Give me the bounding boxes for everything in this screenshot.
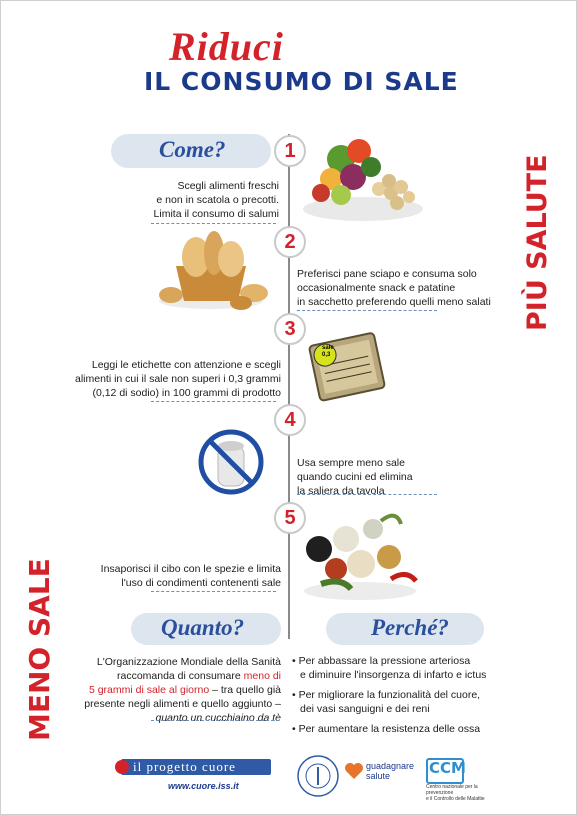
quanto-line: quanto un cucchiaino da tè — [155, 712, 281, 724]
quanto-text — [61, 655, 281, 725]
ccm-caption-line: e il Controllo delle Malattie — [426, 796, 485, 802]
perche-heading: Perché? — [371, 615, 449, 640]
step-5-line: Insaporisci il cibo con le spezie e limita — [100, 563, 281, 575]
page-title: IL CONSUMO DI SALE — [144, 67, 459, 96]
perche-line: Per abbassare la pressione arteriosa — [298, 655, 471, 667]
step-4-line: quando cucini ed elimina — [297, 471, 413, 483]
step-2-underline — [297, 310, 437, 311]
step-1-text — [119, 179, 279, 221]
iss-seal-icon — [296, 754, 340, 798]
ccm-logo: CCM — [429, 759, 466, 777]
step-3-number: 3 — [274, 313, 306, 345]
guadagnare-salute-logo — [366, 761, 414, 781]
website-link[interactable]: www.cuore.iss.it — [168, 781, 239, 791]
spices-image — [301, 509, 419, 601]
step-2-line: in sacchetto preferendo quelli meno salati — [297, 296, 491, 308]
perche-line: Per aumentare la resistenza delle ossa — [298, 723, 481, 735]
quanto-line: – tra quello già — [209, 684, 281, 696]
perche-line: e diminuire l'insorgenza di infarto e ictus — [300, 669, 487, 681]
step-1-underline — [151, 223, 276, 224]
step-5-line: l'uso di condimenti contenenti sale — [121, 577, 281, 589]
guadagnare-text: guadagnare — [366, 761, 415, 771]
step-1-number: 1 — [274, 135, 306, 167]
vegetables-image — [301, 129, 426, 224]
ccm-caption-line: Centro nazionale per la prevenzione — [426, 784, 478, 796]
perche-item: • Per aumentare la resistenza delle ossa — [292, 723, 481, 735]
bread-basket-image — [156, 231, 271, 311]
step-2-line: occasionalmente snack e patatine — [297, 282, 456, 294]
step-4-line: la saliera da tavola — [297, 485, 385, 497]
perche-item: • Per migliorare la funzionalità del cuore, dei vasi sanguigni e dei reni — [292, 688, 532, 716]
step-5-underline — [151, 591, 276, 592]
quanto-underline — [151, 720, 279, 721]
step-4-number: 4 — [274, 404, 306, 436]
label-tag-value: 0,3 — [322, 352, 331, 358]
quanto-highlight: meno di — [243, 670, 281, 682]
ccm-caption — [426, 784, 498, 802]
title-script: Riduci — [169, 24, 284, 69]
no-salt-shaker-icon — [193, 426, 268, 496]
quanto-heading: Quanto? — [161, 615, 245, 640]
piu-salute-label: PIÙ SALUTE — [522, 154, 553, 331]
perche-line: Per migliorare la funzionalità del cuore, — [298, 689, 481, 701]
timeline-line — [288, 134, 290, 639]
step-5-text — [61, 562, 281, 590]
step-4-underline — [297, 494, 437, 495]
progetto-cuore-logo: il progetto cuore — [133, 759, 236, 774]
step-1-line: Limita il consumo di salumi — [153, 208, 279, 220]
step-1-line: Scegli alimenti freschi — [177, 180, 279, 192]
perche-list — [292, 654, 532, 736]
quanto-line: raccomanda di consumare — [116, 670, 244, 682]
step-3-line: alimenti in cui il sale non superi i 0,3 grammi — [74, 373, 281, 385]
step-3-line: (0,12 di sodio) in 100 grammi di prodotto — [92, 387, 281, 399]
step-5-number: 5 — [274, 502, 306, 534]
step-2-text — [297, 267, 517, 309]
quanto-highlight: 5 grammi di sale al giorno — [88, 684, 210, 696]
perche-item: • Per abbassare la pressione arteriosa e diminuire l'insorgenza di infarto e ictus — [292, 654, 532, 682]
step-1-line: e non in scatola o precotti. — [156, 194, 279, 206]
step-3-line: Leggi le etichette con attenzione e scegli — [91, 359, 281, 371]
come-heading: Come? — [159, 137, 226, 162]
quanto-line: L'Organizzazione Mondiale della Sanità — [96, 656, 281, 668]
perche-line: dei vasi sanguigni e dei reni — [300, 703, 430, 715]
step-2-number: 2 — [274, 226, 306, 258]
step-3-text — [41, 358, 281, 400]
quanto-line: presente negli alimenti e quello aggiunto – — [84, 698, 281, 710]
nutrition-label-image — [306, 331, 386, 403]
label-tag-sale: sale — [322, 345, 334, 351]
guadagnare-salute-icon — [344, 762, 364, 780]
step-4-text — [297, 456, 497, 498]
meno-sale-label: MENO SALE — [23, 558, 56, 741]
step-3-underline — [151, 401, 276, 402]
salute-text: salute — [366, 771, 391, 781]
heart-icon — [115, 760, 129, 774]
step-4-line: Usa sempre meno sale — [297, 457, 405, 469]
step-2-line: Preferisci pane sciapo e consuma solo — [297, 268, 477, 280]
